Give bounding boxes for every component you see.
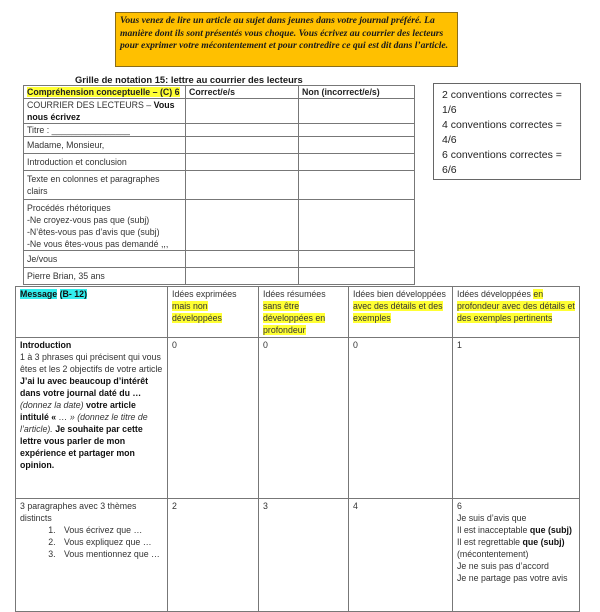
assignment-prompt-text: Vous venez de lire un article au sujet dans jeunes dans votre journal préféré. La manière dont ils sont présentés vous choque. Vous écrivez au courrier des lecteurs pour exprimer votre mécontentement et pour contredire ce qui est dit dans l’article. (120, 15, 449, 52)
score-cell[interactable]: 0 (259, 338, 349, 499)
score-cell[interactable]: 3 (259, 499, 349, 612)
table-row (24, 251, 415, 268)
table-row (24, 99, 415, 124)
score-cell[interactable]: 2 (168, 499, 259, 612)
incorrect-cell[interactable] (299, 251, 415, 268)
score-cell[interactable]: 0 (349, 338, 453, 499)
table-row (24, 137, 415, 154)
score-cell[interactable]: 0 (168, 338, 259, 499)
table-row (24, 154, 415, 171)
table-row (24, 268, 415, 285)
score-cell[interactable]: 6 Je suis d’avis que Il est inacceptable que (subj) Il est regrettable que (subj) (mécontentement) Je ne suis pas d’accord Je ne partage pas votre avis (453, 499, 580, 612)
incorrect-cell[interactable] (299, 268, 415, 285)
incorrect-cell[interactable] (299, 124, 415, 137)
incorrect-cell[interactable] (299, 200, 415, 251)
message-header-row (16, 287, 580, 338)
scoring-note-box: 2 conventions correctes = 1/6 4 conventions correctes = 4/6 6 conventions correctes = 6/6 (433, 83, 581, 180)
message-rubric-table (15, 286, 580, 612)
correct-cell[interactable] (186, 268, 299, 285)
criterion-cell: Je/vous (24, 251, 186, 268)
introduction-criterion: Introduction 1 à 3 phrases qui précisent qui vous êtes et les 2 objectifs de votre article J’ai lu avec beaucoup d’intérêt dans votre journal daté du … (donnez la date) votre article intitulé « … » (donnez le titre de l’article). Je souhaite par cette lettre vous parler de mon expérience et partager mon opinion. (16, 338, 168, 499)
paragraphs-row (16, 499, 580, 612)
incorrect-cell[interactable] (299, 137, 415, 154)
header-incorrect: Non (incorrect/e/s) (299, 86, 415, 99)
correct-cell[interactable] (186, 251, 299, 268)
correct-cell[interactable] (186, 171, 299, 200)
conventions-table (23, 85, 415, 285)
incorrect-cell[interactable] (299, 171, 415, 200)
criterion-cell: Texte en colonnes et paragraphes clairs (24, 171, 186, 200)
paragraphs-criterion: 3 paragraphes avec 3 thèmes distincts 1. Vous écrivez que … 2. Vous expliquez que … 3. Vous mentionnez que … (16, 499, 168, 612)
table-row (24, 200, 415, 251)
level-header: Idées résumées sans être développées en profondeur (259, 287, 349, 338)
table-row (24, 171, 415, 200)
score-cell[interactable]: 4 (349, 499, 453, 612)
criterion-cell: Procédés rhétoriques -Ne croyez-vous pas que (subj) -N’êtes-vous pas d’avis que (subj) -Ne vous êtes-vous pas demandé ,,, (24, 200, 186, 251)
level-header: Idées exprimées mais non développées (168, 287, 259, 338)
paragraph-list: 1. Vous écrivez que … 2. Vous expliquez que … 3. Vous mentionnez que … (20, 524, 163, 560)
correct-cell[interactable] (186, 200, 299, 251)
conventions-header-row (24, 86, 415, 99)
level-header: Idées développées en profondeur avec des détails et des exemples pertinents (453, 287, 580, 338)
criterion-cell: Introduction et conclusion (24, 154, 186, 171)
incorrect-cell[interactable] (299, 99, 415, 124)
assignment-prompt-box (115, 12, 458, 67)
correct-cell[interactable] (186, 154, 299, 171)
correct-cell[interactable] (186, 137, 299, 154)
criterion-cell: Pierre Brian, 35 ans (24, 268, 186, 285)
criterion-cell: COURRIER DES LECTEURS – Vous nous écrivez (24, 99, 186, 124)
introduction-row (16, 338, 580, 499)
level-header: Idées bien développées avec des détails et des exemples (349, 287, 453, 338)
correct-cell[interactable] (186, 99, 299, 124)
header-correct: Correct/e/s (186, 86, 299, 99)
grid-title: Grille de notation 15: lettre au courrier des lecteurs (75, 74, 303, 85)
correct-cell[interactable] (186, 124, 299, 137)
criterion-cell: Titre : ________________ (24, 124, 186, 137)
score-cell[interactable]: 1 (453, 338, 580, 499)
criterion-cell: Madame, Monsieur, (24, 137, 186, 154)
table-row (24, 124, 415, 137)
incorrect-cell[interactable] (299, 154, 415, 171)
message-title-cell: Message (B- 12) (16, 287, 168, 338)
header-criterion: Compréhension conceptuelle – (C) 6 (24, 86, 186, 99)
